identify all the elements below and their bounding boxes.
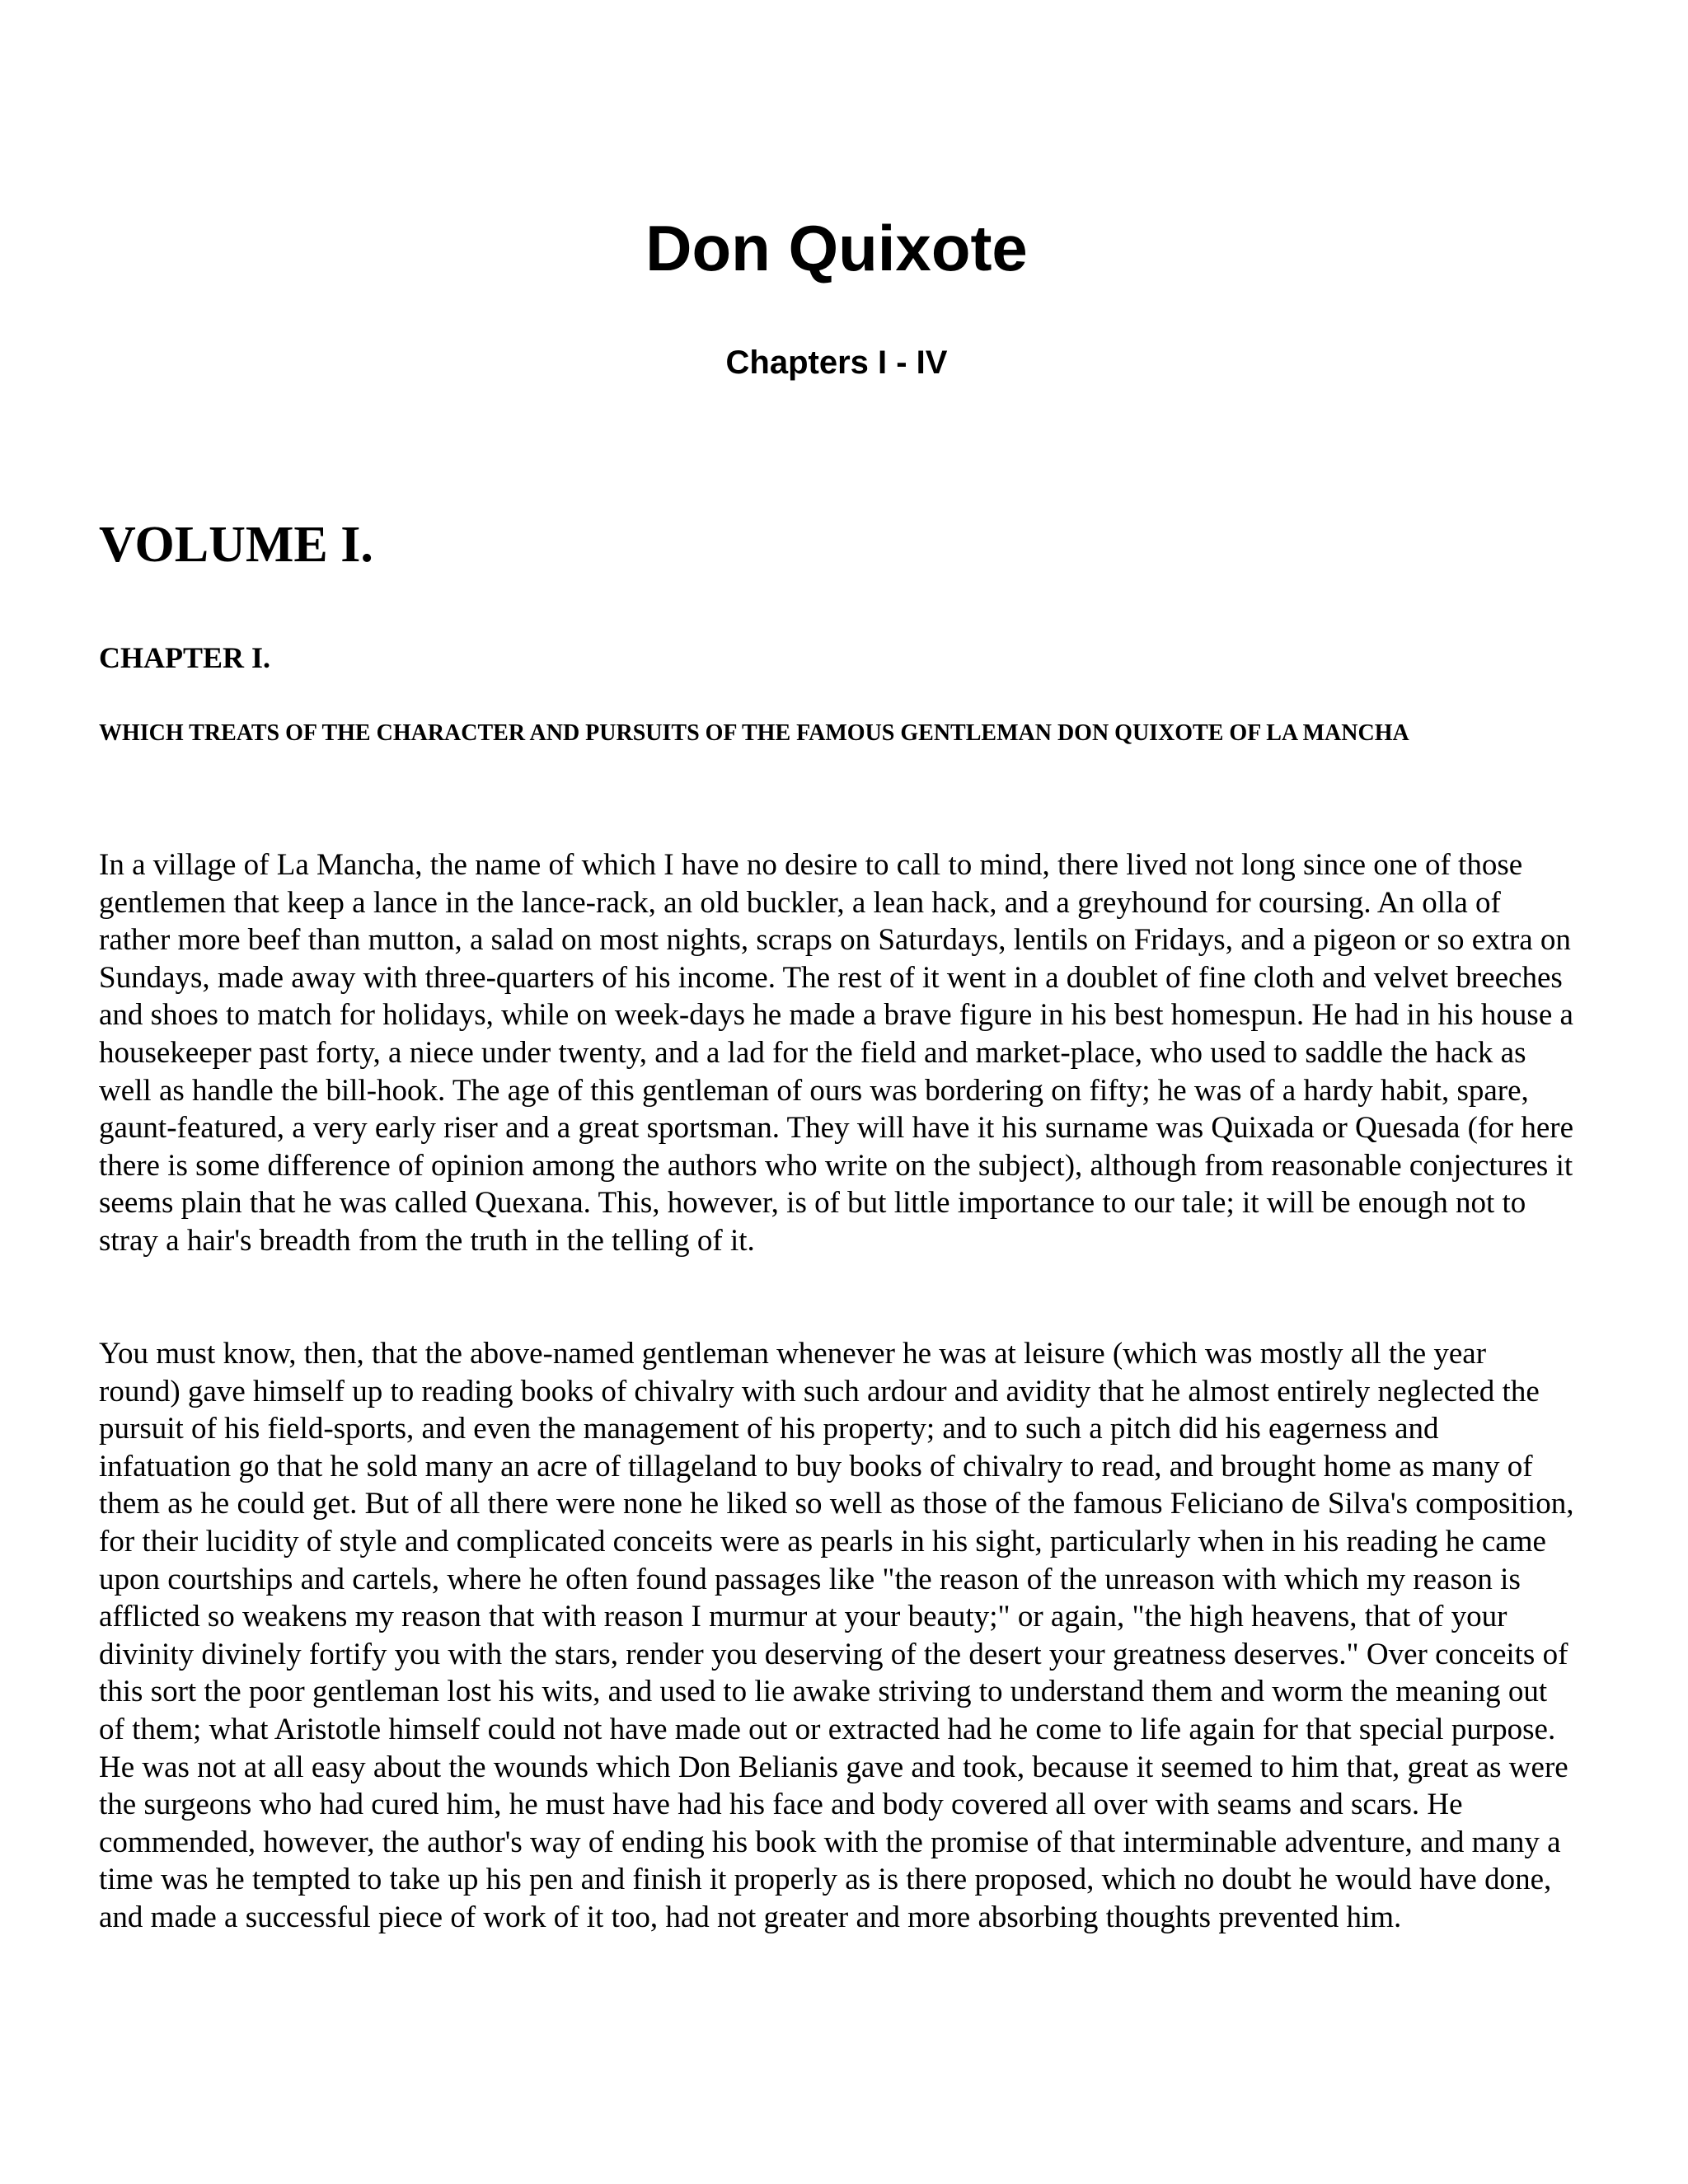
chapter-subtitle: WHICH TREATS OF THE CHARACTER AND PURSUITS OF THE FAMOUS GENTLEMAN DON QUIXOTE OF LA MANCHA (99, 720, 1409, 746)
volume-heading: VOLUME I. (99, 517, 373, 573)
document-subtitle: Chapters I - IV (725, 344, 948, 381)
body-paragraph: In a village of La Mancha, the name of which I have no desire to call to mind, there lived not long since one of those gentlemen that keep a lance in the lance-rack, an old buckler, a lean hack, and a greyhound for coursing. An olla of rather more beef than mutton, a salad on most nights, scraps on Saturdays, lentils on Fridays, and a pigeon or so extra on Sundays, made away with three-quarters of his income. The rest of it went in a doublet of fine cloth and velvet breeches and shoes to match for holidays, while on week-days he made a brave figure in his best homespun. He had in his house a housekeeper past forty, a niece under twenty, and a lad for the field and market-place, who used to saddle the hack as well as handle the bill-hook. The age of this gentleman of ours was bordering on fifty; he was of a hardy habit, spare, gaunt-featured, a very early riser and a great sportsman. They will have it his surname was Quixada or Quesada (for here there is some difference of opinion among the authors who write on the subject), although from reasonable conjectures it seems plain that he was called Quexana. This, however, is of but little importance to our tale; it will be enough not to stray a hair's breadth from the truth in the telling of it. (99, 848, 1574, 1258)
document-page (99, 0, 1574, 2184)
body-paragraph: You must know, then, that the above-named gentleman whenever he was at leisure (which was mostly all the year round) gave himself up to reading books of chivalry with such ardour and avidity that he almost entirely neglected the pursuit of his field-sports, and even the management of his property; and to such a pitch did his eagerness and infatuation go that he sold many an acre of tillageland to buy books of chivalry to read, and brought home as many of them as he could get. But of all there were none he liked so well as those of the famous Feliciano de Silva's composition, for their lucidity of style and complicated conceits were as pearls in his sight, particularly when in his reading he came upon courtships and cartels, where he often found passages like "the reason of the unreason with which my reason is afflicted so weakens my reason that with reason I murmur at your beauty;" or again, "the high heavens, that of your divinity divinely fortify you with the stars, render you deserving of the desert your greatness deserves." Over conceits of this sort the poor gentleman lost his wits, and used to lie awake striving to understand them and worm the meaning out of them; what Aristotle himself could not have made out or extracted had he come to life again for that special purpose. He was not at all easy about the wounds which Don Belianis gave and took, because it seemed to him that, great as were the surgeons who had cured him, he must have had his face and body covered all over with seams and scars. He commended, however, the author's way of ending his book with the promise of that interminable adventure, and many a time was he tempted to take up his pen and finish it properly as is there proposed, which no doubt he would have done, and made a successful piece of work of it too, had not greater and more absorbing thoughts prevented him. (99, 1337, 1574, 1934)
chapter-heading: CHAPTER I. (99, 641, 271, 674)
document-title: Don Quixote (645, 212, 1028, 284)
